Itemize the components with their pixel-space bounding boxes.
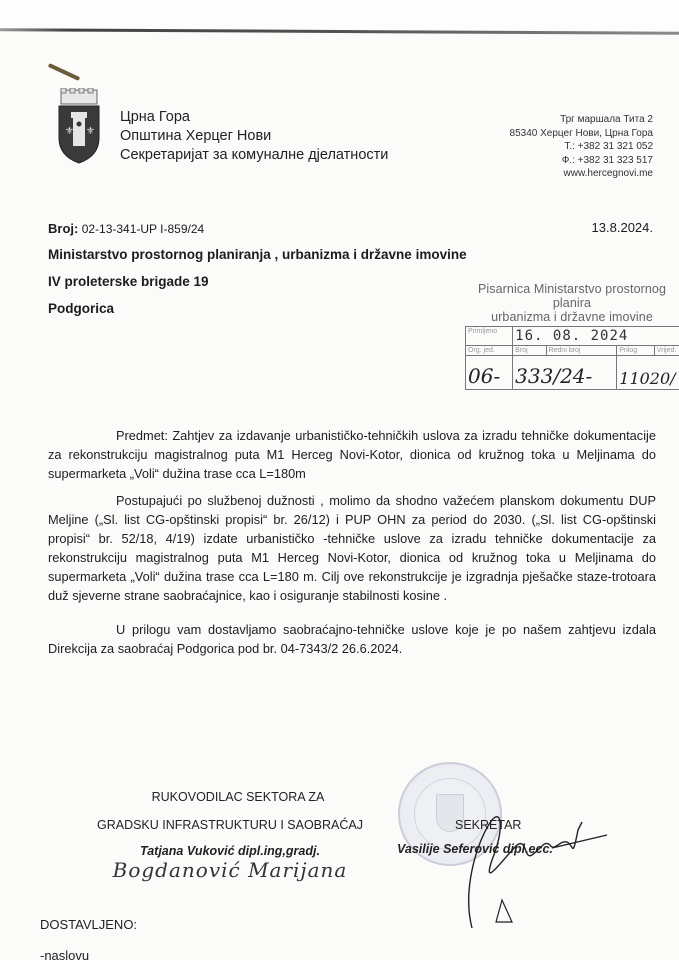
country-name: Црна Гора xyxy=(120,109,190,125)
coat-of-arms-icon xyxy=(55,88,103,164)
body-text-1: Postupajući po službenoj dužnosti , molimo da shodno važećem planskom dokumentu DUP Meljine („Sl. list CG-opštinski propisi“ br. 26/12) i PUP OHN za period do 2030. („Sl. list CG-opštinski propisi“ br. 52/18, 4/19) izdate urbanističko -tehničke uslove za izradu tehničke dokumentacije za rekonstrukciju magistralnog puta M1 Herceg Novi-Kotor, dionica od kružnog toka u Meljinama do supermarketa „Voli“ dužina trase cca L=180 m. Cilj ove rekonstrukcije je izgradnja pješačke staze-trotoara duž sjeverne strane saobraćajnice, kao i osiguranje stabilnosti kosine . xyxy=(48,493,656,603)
recipient-name: Ministarstvo prostornog planiranja , urbanizma i državne imovine xyxy=(48,247,467,262)
right-handwritten-signature xyxy=(432,800,612,930)
street-address: Трг маршала Тита 2 xyxy=(560,114,653,125)
left-signer-title-1: RUKOVODILAC SEKTORA ZA xyxy=(151,790,325,804)
stamp-col-broj: Broj xyxy=(513,346,546,356)
left-signer-name: Tatjana Vuković dipl.ing,gradj. xyxy=(140,844,320,858)
body-text-2: U prilogu vam dostavljamo saobraćajno-tehničke uslove koje je po našem zahtjevu izdala Direkcija za saobraćaj Podgorica pod br. 04-7343/2 26.6.2024. xyxy=(48,622,656,656)
handwritten-org: 06- xyxy=(468,364,501,388)
stamp-table xyxy=(465,326,679,390)
svg-text:⚜: ⚜ xyxy=(65,126,74,137)
staple-mark xyxy=(48,63,81,81)
left-handwritten-signature: Bogdanović Marijana xyxy=(112,858,348,882)
subject-paragraph xyxy=(48,426,656,483)
subject-text: Predmet: Zahtjev za izdavanje urbanističko-tehničkih uslova za izradu tehničke dokumentacije za rekonstrukciju magistralnog puta M1 Herceg Novi-Kotor, dionica od kružnog toka u Meljinama do supermarketa „Voli“ dužina trase cca L=180m xyxy=(48,428,656,481)
stamp-col-vrijed: Vrijed. xyxy=(654,346,679,356)
left-signature-block xyxy=(90,790,370,882)
right-signer-title: SEKRETAR xyxy=(455,818,522,832)
letterhead-institution xyxy=(120,108,388,165)
stamp-col-redni: Redni broj xyxy=(546,346,617,356)
reference-label: Broj: xyxy=(48,221,79,236)
municipality-name: Општина Херцег Нови xyxy=(120,128,272,144)
stamp-primljeno-label: Primljeno xyxy=(466,327,513,346)
stamp-col-prilog: Prilog xyxy=(617,346,654,356)
stamp-received-date: 16. 08. 2024 xyxy=(515,328,629,344)
body-paragraph-2 xyxy=(48,620,656,658)
reference-value: 02-13-341-UP I-859/24 xyxy=(81,222,205,236)
delivered-to-item: -naslovu xyxy=(40,948,90,960)
reference-number xyxy=(48,221,204,236)
delivered-to-label: DOSTAVLJENO: xyxy=(40,917,138,932)
scan-margin xyxy=(0,0,679,30)
handwritten-extra: 11020/ xyxy=(619,369,676,388)
fax: Ф.: +382 31 323 517 xyxy=(561,154,653,166)
stamp-title-line1: Pisarnica Ministarstvo prostornog planira xyxy=(477,282,667,310)
stamp-col-org: Org. jed. xyxy=(466,346,513,356)
svg-text:⚜: ⚜ xyxy=(86,126,95,137)
phone: Т.: +382 31 321 052 xyxy=(564,141,653,152)
registry-stamp xyxy=(465,282,679,390)
recipient-street: IV proleterske brigade 19 xyxy=(48,274,209,289)
document-date: 13.8.2024. xyxy=(591,220,653,235)
body-paragraph-1 xyxy=(48,491,656,605)
city-address: 85340 Херцег Нови, Црна Гора xyxy=(509,127,653,139)
left-signer-title-2: GRADSKU INFRASTRUKTURU I SAOBRAĆAJ xyxy=(96,818,363,832)
letterhead-contact xyxy=(510,113,653,181)
stamp-title-line2: urbanizma i državne imovine xyxy=(491,310,653,324)
website: www.hercegnovi.me xyxy=(563,168,653,179)
secretariat-name: Секретаријат за комуналне дјелатности xyxy=(120,147,389,163)
handwritten-number: 333/24- xyxy=(515,364,593,388)
right-signer-name: Vasilije Seferović dipl.ecc. xyxy=(397,842,553,856)
recipient-city: Podgorica xyxy=(48,301,115,316)
